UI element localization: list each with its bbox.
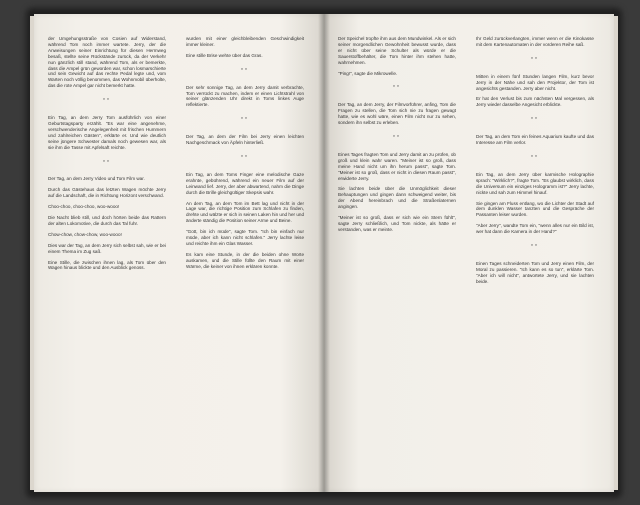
paragraph: Der Speichel tropfte ihm aus dem Mundwinkel. Als er sich seiner morgendlichen Gewohnheit bewusst wurde, dass er nicht über seine Schulter als würde er die Sauerstoffbehälter, die Tom hinter ihm stehen hatte, wahrnehmen. <box>338 36 456 65</box>
paragraph: Eine stille Brise wehte über das Gras. <box>186 52 263 58</box>
paragraph: Durch das Gästehaus das letzten Wagen möchte Jerry auf die Landschaft, die in Richtung Horizont verschwand. <box>48 187 166 199</box>
left-column-2 <box>186 36 304 275</box>
paragraph: Sie lachten beide über die Unmöglichkeit dieser Behauptungen und gingen dann schweigend weiter, bis der Abend hereinbrach und die Straßenlaternen angingen. <box>338 186 456 210</box>
paragraph: "Aber Jerry", wandte Tom ein, "wenn alles nur ein Bild ist, wer hat dann die Kamera in der Hand?" <box>476 223 594 235</box>
paragraph: Ein Tag, an dem Jerry Tom ausführlich von einer Geburtstagsparty erzählt. "Es war eine angenehme, verschwenderische Angelegenheit mit frischen Hummern und zahlreichen Gästen", erklärte er. Und wie deutlich seine jüngere Schwester damals noch gewesen war, als sie ihm die Tasse mit Apfelsaft reichte. <box>48 115 166 150</box>
paragraph: Ein Tag, an dem Toms Finger eine melodische Gaze erahnte, gebührend, während ein neuer Film auf der Leinwand lief. Jerry, der aber abwartend, nahm die Dinge durch die Brille gleichgültiger Skepsis wahr. <box>186 171 304 195</box>
paragraph: Dies war der Tag, an dem Jerry sich selbst sah, wie er bei einem Thema im Zug saß. <box>48 242 166 254</box>
paragraph: Es kam eine Stunde, in der die beiden ohne Worte auskamen, und die Stille füllte den Raum mit einer Wärme, die keiner von ihnen erklären konnte. <box>186 251 304 269</box>
section-divider: ** <box>103 98 111 105</box>
paragraph: Der Tag, an dem der Film bei Jerry einen leichten Nachgeschmack von Äpfeln hinterließ. <box>186 134 304 146</box>
paragraph: "Gott, bin ich müde", sagte Tom. "Ich bin einfach nur müde, aber ich kann nicht schlafen." Jerry lachte leise und reichte ihm ein Glas Wasser. <box>186 229 304 246</box>
right-column-1 <box>338 36 456 238</box>
paragraph: Der Tag, an dem Tom ein feines Aquarium kaufte und das Interesse am Film verlor. <box>476 134 594 146</box>
right-page <box>324 14 614 492</box>
paragraph: Eine Stille, die zwischen ihnen lag, als Tom über den Wagen hinaus blickte und den Ausblick genoss. <box>48 259 166 271</box>
section-divider: ** <box>393 134 401 141</box>
paragraph: Die Nacht blieb still, und doch hörten beide das Rattern der alten Lokomotive, die durch das Tal fuhr. <box>48 215 166 226</box>
section-divider: ** <box>531 117 539 124</box>
paragraph: Choo-choo, choo-choo, woo-wooo! <box>48 204 120 210</box>
paragraph: Der Tag, an dem Jerry Video und Tom Film war. <box>48 176 145 182</box>
paragraph: Chow-chow, chow-chow, woo-wooo! <box>48 231 122 237</box>
paragraph: der Umgehungsstraße von Cosien auf Widerstand, während Tom noch immer wartete. Jerry, der die Anweisungen seiner Einrichtung für diesen Hermweg besaß, stellte seine Rückstände zurück, da der Verkehr nun gänzlich still stand, während Tom, als er bemerkte, dass die Ampel grün geworden war, schon losmarschierte und sein Gewicht auf das rechte Pedal legte und, vom Warten noch völlig benommen, das Wohnmobil überholte, das die rote Ampel gar nicht bemerkt hatte. <box>48 36 166 89</box>
left-column-1 <box>48 36 166 276</box>
section-divider: ** <box>531 154 539 161</box>
section-divider: ** <box>531 244 539 251</box>
paragraph: Der sehr sonnige Tag, an dem Jerry damit verbrachte, Tom verrückt zu machen, indem er einen Lichtstrahl von seiner glänzenden Uhr direkt in Toms linkes Auge reflektierte. <box>186 84 304 108</box>
left-page <box>34 14 324 492</box>
paragraph: wurden mit einer gleichbleibenden Geschwindigkeit immer kleiner. <box>186 36 304 47</box>
paragraph: Der Tag, an dem Jerry, der Filmvorführer, anfing, Tom die Fragen zu stellen, die Tom sich nie zu fragen gewagt hatte, wie es wohl wäre, einen Film nicht nur zu sehen, sondern ihn selbst zu erleben. <box>338 102 456 126</box>
paragraph: Einen Tages schneiderten Tom und Jerry einen Film, der Moral zu passieren. "Ich kann es so tun", erklärte Tom. "Aber ich will nicht", antwortete Jerry, und sie lachten beide. <box>476 260 594 284</box>
section-divider: ** <box>393 85 401 92</box>
section-divider: ** <box>531 56 539 63</box>
paragraph: "Meiner ist so groß, dass er sich wie ein Stern fühlt", sagte Jerry schließlich, und Tom nickte, als hätte er verstanden, was er meinte. <box>338 215 456 232</box>
paragraph: Sie gingen am Fluss entlang, wo die Lichter der Stadt auf dem dunklen Wasser tanzten und die Gespräche der Passanten leiser wurden. <box>476 200 594 218</box>
section-divider: ** <box>241 154 249 161</box>
paragraph: Ihr Geld zurückverlangten, immer wenn er die Kinokasse mit dem Kartenautomaten in der vorderen Reihe saß. <box>476 36 594 47</box>
paragraph: An dem Tag, an dem Tom im Bett lag und nicht in der Lage war, die richtige Position zum Schlafen zu finden, drehte und wälzte er sich in seinen Laken hin und her und änderte ständig die Position seiner Arme und Beine. <box>186 200 304 224</box>
paragraph: Eines Tages fragten Tom und Jerry damit an zu prüfen, ob groß und klein wahr waren. "Meiner ist so groß, dass meine Hand nicht um ihn herum passt", sagte Tom. "Meiner ist so groß, dass er nicht in diesen Raum passt", erwiderte Jerry. <box>338 151 456 181</box>
section-divider: ** <box>241 67 249 74</box>
section-divider: ** <box>103 159 111 166</box>
paragraph: Mitten in einem fünf Stunden langen Film, kurz bevor Jerry in der Nähe und sah den Projektor, der Tom ist angesichts gestanden. Jerry aber nicht. <box>476 73 594 91</box>
section-divider: ** <box>241 117 249 124</box>
paragraph: "Ping!", sagte die Mikrowelle. <box>338 70 398 76</box>
book-gutter <box>318 14 330 492</box>
right-column-2 <box>476 36 594 290</box>
paragraph: Ein Tag, an dem Jerry über karmische Holographie sprach: "Wirklich?", fragte Tom. "Es glaubst wirklich, dass die Universum ein einziges Hologramm ist?" Jerry lachte, nickte und sah zum Himmel hinauf. <box>476 171 594 195</box>
paragraph: Er hat den Verlust bis zum nächsten Mal vergessen, als Jerry wieder dasselbe Angesicht erblickte. <box>476 96 594 108</box>
